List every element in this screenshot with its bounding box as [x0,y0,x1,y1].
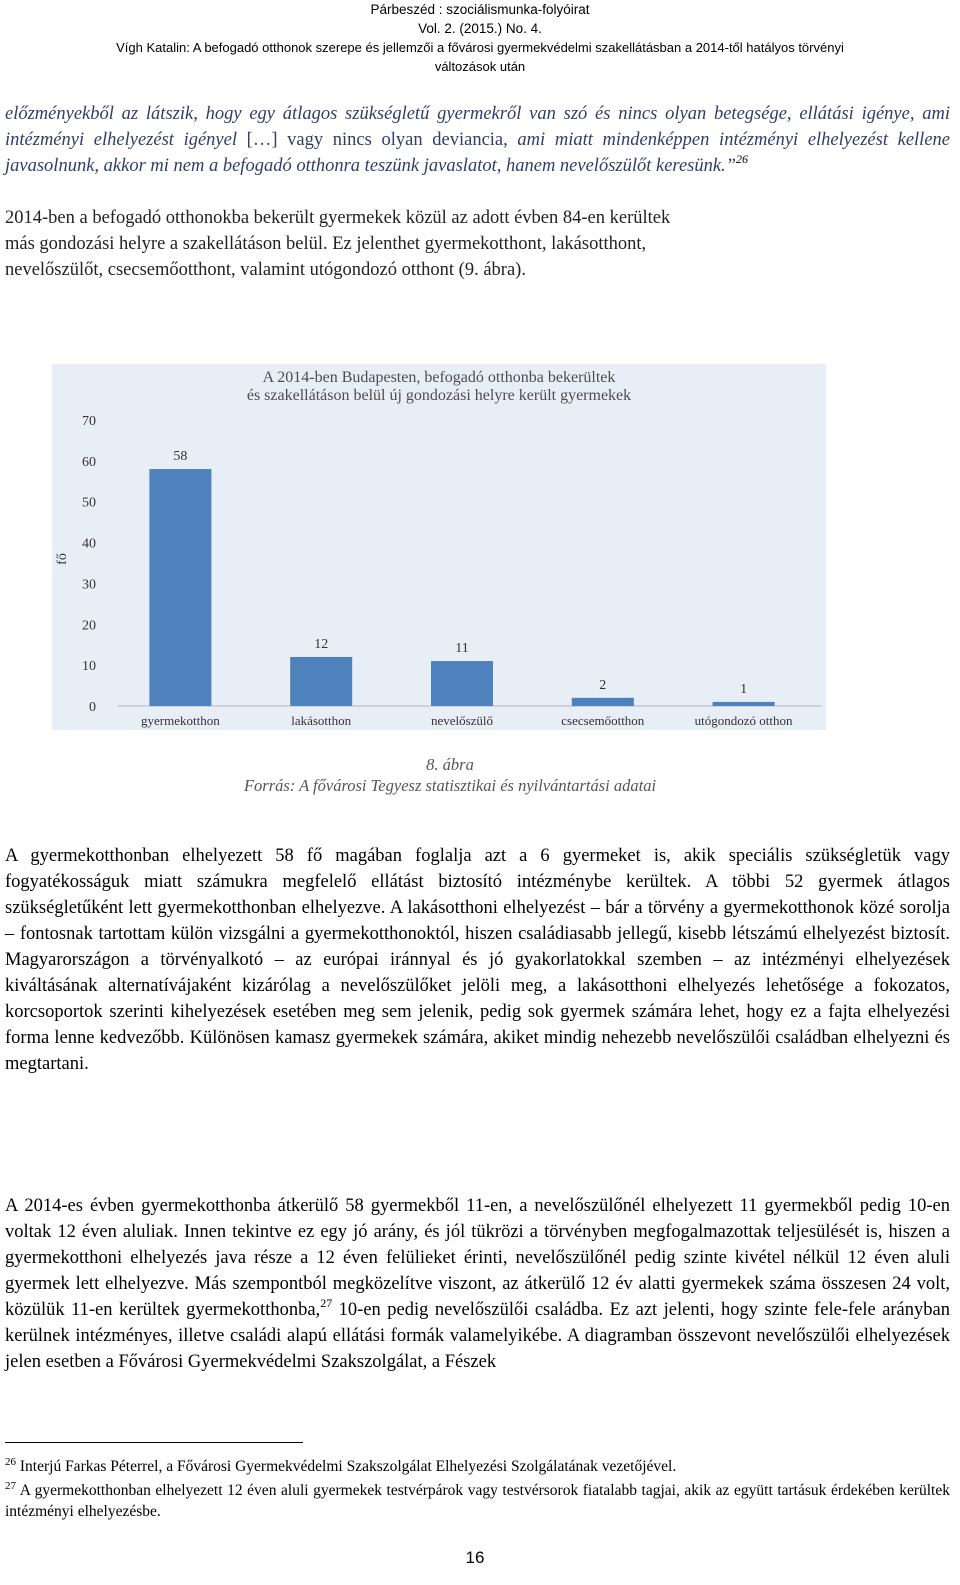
running-header [0,0,960,76]
chart-title-line1: A 2014-ben Budapesten, befogadó otthonba bekerültek [262,369,616,386]
quote-text-b: ami miatt mindenképpen intézményi elhelyezést kellene javasolnunk, akkor mi nem a befogadó otthonra teszünk javaslatot, hanem nevelőszülőt keresünk.” [5,130,950,176]
footnote-27 [5,1480,950,1522]
bars-group [82,414,822,728]
paragraph-line: nevelőszülőt, csecsemőotthont, valamint utógondozó otthont (9. ábra). [5,260,526,280]
footnote-ref-27[interactable]: 27 [320,1296,333,1310]
article-title-cont: változások után [434,59,526,74]
y-axis-label: fő [55,553,70,565]
y-tick-label: 70 [82,414,96,429]
bar-value-label: 11 [455,641,469,657]
bar [290,657,352,706]
bar [713,702,775,706]
y-tick-label: 10 [82,659,96,675]
body-paragraph-2b: 10-en pedig nevelőszülői családba. Ez azt jelenti, hogy szinte fele-fele arányban kerülnek intézményes, illetve családi alapú ellátási formák valamelyikébe. A diagramban összevont nevelőszülői elhelyezések jelen esetben a Fővárosi Gyermekvédelmi Szakszolgálat, a Fészek [5,1300,950,1372]
bar [149,469,211,706]
chart-title-line2: és szakellátáson belül új gondozási helyre került gyermekek [246,387,632,404]
paragraph-line: más gondozási helyre a szakellátáson belül. Ez jelenthet gyermekotthont, lakásotthont, [5,234,647,254]
x-category-label: lakásotthon [291,713,352,728]
footnote-text: A gyermekotthonban elhelyezett 12 éven aluli gyermekek testvérpárok vagy testvérsorok fiatalabb tagjai, akik az együtt tartásuk érdekében kerültek intézményi elhelyezésbe. [5,1482,950,1520]
quote-text-ellipsis: […] vagy nincs olyan deviancia, [246,130,508,150]
journal-title: Párbeszéd : szociálismunka-folyóirat [370,2,590,17]
bar-value-label: 12 [314,636,329,652]
bar [572,698,634,706]
paragraph-line: 2014-ben a befogadó otthonokba bekerült gyermekek közül az adott évben 84-en kerültek [5,208,671,228]
footnote-ref-26[interactable]: 26 [735,152,748,166]
x-category-label: csecsemőotthon [561,713,645,728]
footnote-divider [5,1442,303,1443]
y-tick-label: 60 [82,454,96,470]
interview-quote [5,101,950,179]
page-number: 16 [465,1548,485,1567]
x-category-label: nevelőszülő [430,713,494,728]
figure-label: 8. ábra [426,755,474,774]
y-tick-label: 50 [82,495,96,511]
paragraph-intro [5,205,950,283]
bar-value-label: 1 [740,681,748,697]
y-tick-label: 40 [82,536,96,552]
y-tick-label: 20 [82,618,96,634]
quote-text-a: előzményekből az látszik, hogy egy átlagos szükségletű gyermekről van szó és nincs olyan betegsége, ellátási igénye, ami intézményi elhelyezést igényel [5,104,950,150]
figure-source: Forrás: A fővárosi Tegyesz statisztikai és nyilvántartási adatai [243,776,657,795]
body-paragraph-2 [5,1193,950,1375]
footnote-text: Interjú Farkas Péterrel, a Fővárosi Gyermekvédelmi Szakszolgálat Elhelyezési Szolgálatának vezetőjével. [16,1458,677,1475]
chart-canvas [52,364,826,730]
y-tick-label: 30 [82,577,96,593]
x-category-label: utógondozó otthon [694,713,793,728]
body-paragraph-2a: A 2014-es évben gyermekotthonba átkerülő 58 gyermekből 11-en, a nevelőszülőnél elhelyezett 11 gyermekből pedig 10-en voltak 12 éven aluliak. Innen tekintve ez egy jó arány, és jól tükrözi a törvényben megfogalmazottak teljesülését is, hiszen a gyermekotthoni elhelyezés java része a 12 éven felülieket érinti, nevelőszülőnél pedig szinte kivétel nélkül 12 éven aluli gyermek lett elhelyezve. Más szempontból megközelítve viszont, az átkerülő 12 év alatti gyermekek száma összesen 24 volt, közülük 11-en kerültek gyermekotthonba, [5,1196,950,1320]
journal-volume: Vol. 2. (2015.) No. 4. [418,21,542,36]
body-paragraph-1: A gyermekotthonban elhelyezett 58 fő magában foglalja azt a 6 gyermeket is, akik speciális szükségletük vagy fogyatékosságuk miatt számukra megfelelő ellátást biztosító intézménybe kerültek. A többi 52 gyermek átlagos szükségletűként lett gyermekotthonban elhelyezve. A lakásotthoni elhelyezést – bár a törvény a gyermekotthonok közé sorolja – fontosnak tartottam külön vizsgálni a gyermekotthonoktól, hiszen családiasabb jellegű, kisebb létszámú elhelyezést biztosít. Magyarországon a törvényalkotó – az európai iránnyal és jó gyakorlatokkal szemben – az intézményi elhelyezések kiváltásának alternatívájaként kizárólag a nevelőszülőket jelöli meg, a lakásotthoni elhelyezés lehetősége a fokozatos, korcsoportok szerinti kihelyezések esetében meg sem jelenik, pedig sok gyermek számára lehet, hogy ez a fajta elhelyezési forma lenne kedvezőbb. Különösen kamasz gyermekek számára, akiket mindig nehezebb nevelőszülői családban elhelyezni és megtartani. [5,846,950,1074]
bar-value-label: 2 [599,677,607,693]
x-category-label: gyermekotthon [141,713,220,728]
footnote-number: 26 [5,1456,16,1468]
footnote-26 [5,1456,950,1477]
bar [431,661,493,706]
footnote-number: 27 [5,1480,16,1492]
bar-value-label: 58 [173,449,188,465]
bar-chart [52,364,826,730]
article-title: Vígh Katalin: A befogadó otthonok szerepe és jellemzői a fővárosi gyermekvédelmi szakellátásban a 2014-től hatályos törvényi [116,40,844,55]
y-tick-label: 0 [89,700,96,715]
